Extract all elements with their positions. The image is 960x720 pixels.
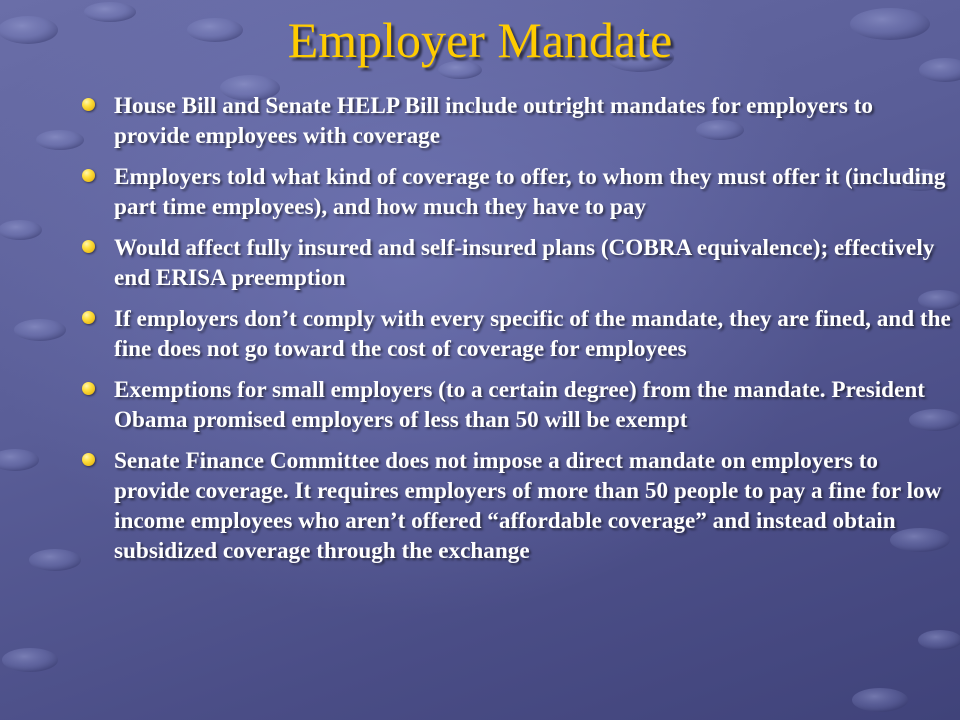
- bullet-text: If employers don’t comply with every specific of the mandate, they are fined, and the fine does not go toward the cost of coverage for employees: [114, 306, 951, 362]
- list-item: [78, 233, 953, 293]
- list-item: [78, 375, 953, 435]
- bullet-icon: [82, 382, 95, 395]
- bullet-text: Employers told what kind of coverage to offer, to whom they must offer it (including part time employees), and how much they have to pay: [114, 164, 946, 220]
- bullet-icon: [82, 240, 95, 253]
- bullet-icon: [82, 311, 95, 324]
- list-item: [78, 446, 953, 566]
- bullet-text: House Bill and Senate HELP Bill include outright mandates for employers to provide employees with coverage: [114, 93, 874, 149]
- list-item: [78, 162, 953, 222]
- bullet-text: Senate Finance Committee does not impose a direct mandate on employers to provide coverage. It requires employers of more than 50 people to pay a fine for low income employees who aren’t offered “affordable coverage” and instead obtain subsidized coverage through the exchange: [114, 448, 942, 564]
- list-item: [78, 91, 953, 151]
- bullet-icon: [82, 98, 95, 111]
- list-item: [78, 304, 953, 364]
- bullet-icon: [82, 169, 95, 182]
- bullet-text: Would affect fully insured and self-insured plans (COBRA equivalence); effectively end ERISA preemption: [114, 235, 935, 291]
- bullet-icon: [82, 453, 95, 466]
- bullet-text: Exemptions for small employers (to a certain degree) from the mandate. President Obama promised employers of less than 50 will be exempt: [114, 377, 925, 433]
- slide-title: Employer Mandate: [287, 12, 673, 68]
- bullet-list: [78, 91, 953, 566]
